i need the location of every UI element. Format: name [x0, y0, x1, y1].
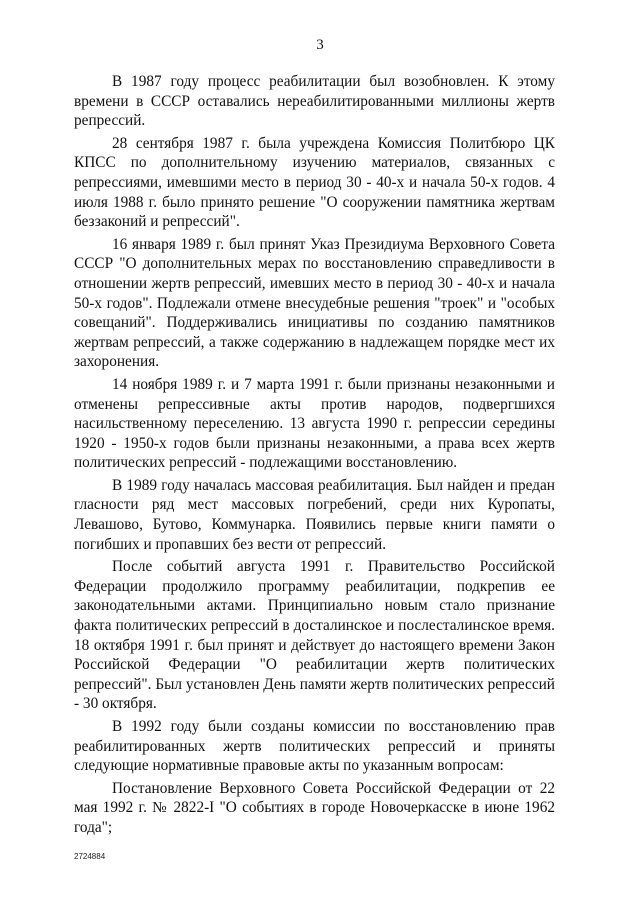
document-id: 2724884 [74, 852, 106, 861]
paragraph-novocherkassk-resolution: Постановление Верховного Совета Российской Федерации от 22 мая 1992 г. № 2822-I "О событиях в городе Новочеркасске в июне 1962 года"; [74, 779, 555, 836]
paragraph-rehabilitation-1987: В 1987 году процесс реабилитации был возобновлен. К этому времени в СССР оставались нереабилитированными миллионы жертв репрессий. [74, 73, 555, 130]
paragraph-deported-peoples: 14 ноября 1989 г. и 7 марта 1991 г. были признаны незаконными и отменены репрессивные акты против народов, подвергшихся насильственному переселению. 13 августа 1990 г. репрессии середины 1920 - 1950-х годов были признаны незаконными, а права всех жертв политических репрессий - подлежащими восстановлению. [74, 375, 555, 472]
paragraph-mass-rehabilitation: В 1989 году началась массовая реабилитация. Был найден и предан гласности ряд мест массовых погребений, среди них Куропаты, Левашово, Бутово, Коммунарка. Появились первые книги памяти о погибших и пропавших без вести от репрессий. [74, 476, 555, 553]
paragraph-august-1991: После событий августа 1991 г. Правительство Российской Федерации продолжило программу реабилитации, подкрепив ее законодательными актами. Принципиально новым стало признание факта политических репрессий в досталинское и послесталинское время. 18 октября 1991 г. был принят и действует до настоящего времени Закон Российской Федерации "О реабилитации жертв политических репрессий". Был установлен День памяти жертв политических репрессий - 30 октября. [74, 558, 555, 713]
paragraph-politburo-commission: 28 сентября 1987 г. была учреждена Комиссия Политбюро ЦК КПСС по дополнительному изучению материалов, связанных с репрессиями, имевшими место в период 30 - 40-х и начала 50-х годов. 4 июля 1988 г. было принято решение "О сооружении памятника жертвам беззаконий и репрессий". [74, 134, 555, 231]
paragraph-commissions-1992: В 1992 году были созданы комиссии по восстановлению прав реабилитированных жертв политических репрессий и приняты следующие нормативные правовые акты по указанным вопросам: [74, 718, 555, 775]
paragraph-decree-1989: 16 января 1989 г. был принят Указ Президиума Верховного Совета СССР "О дополнительных мерах по восстановлению справедливости в отношении жертв репрессий, имевших место в период 30 - 40-х и начала 50-х годов". Подлежали отмене внесудебные решения "троек" и "особых совещаний". Поддерживались инициативы по созданию памятников жертвам репрессий, а также содержанию в надлежащем порядке мест их захоронения. [74, 235, 555, 371]
document-body [74, 72, 555, 841]
page-number: 3 [316, 37, 324, 53]
